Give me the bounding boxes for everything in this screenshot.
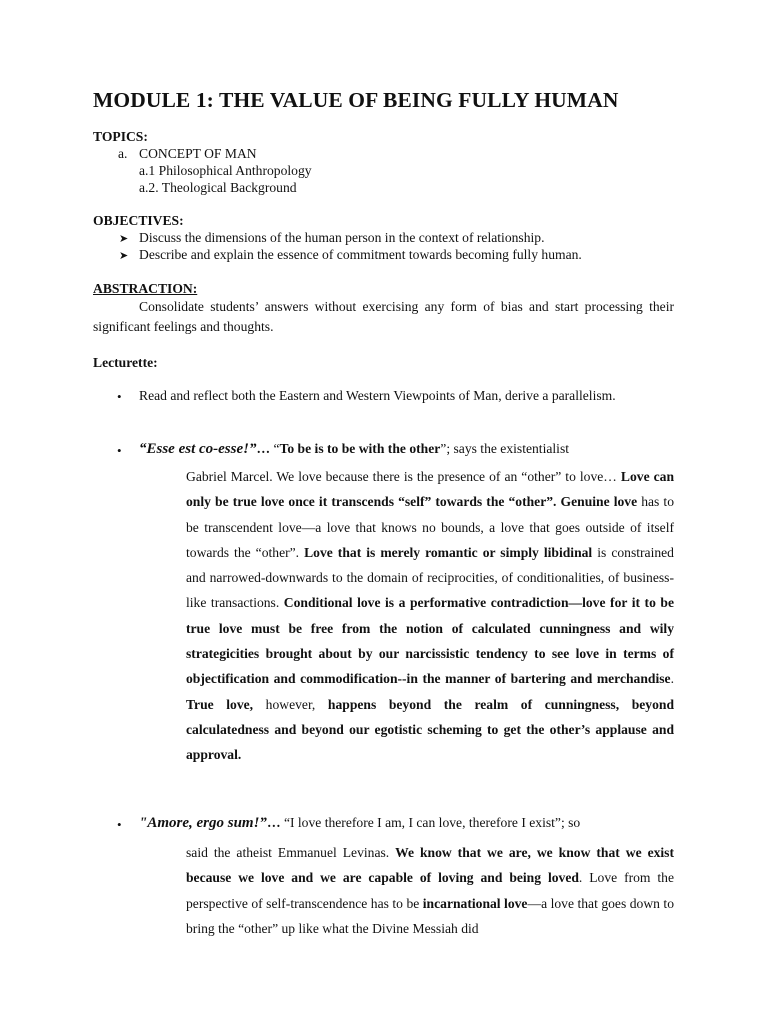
quote-2-ellipsis: …	[266, 815, 281, 830]
bullet-dot-icon: •	[117, 817, 122, 832]
bullet-dot-icon: •	[117, 389, 122, 404]
objective-item-1: Discuss the dimensions of the human person in the context of relationship.	[139, 230, 545, 245]
arrow-bullet-icon: ➤	[119, 233, 129, 245]
quote-2-line	[139, 815, 580, 832]
quote-1-open: “	[273, 441, 280, 456]
quote-1-ellipsis: …	[256, 441, 271, 456]
quote-1-latin: “Esse est co-esse!”	[139, 441, 257, 457]
arrow-bullet-icon: ➤	[119, 250, 129, 262]
bullet-dot-icon: •	[117, 443, 122, 458]
objective-item-2: Describe and explain the essence of commitment towards becoming fully human.	[139, 247, 582, 262]
topic-a-marker: a.	[118, 146, 128, 161]
quote-1-line	[139, 441, 569, 458]
quote-2-paragraph: said the atheist Emmanuel Levinas. We know that we are, we know that we exist because we love and we are capable of loving and being loved. Love from the perspective of self-transcendence has to be incarnational love—a love that goes down to bring the “other” up like what the Divine Messiah did	[186, 845, 675, 936]
quote-1-paragraph: Gabriel Marcel. We love because there is the presence of an “other” to love… Love can only be true love once it transcends “self” towards the “other”. Genuine love has to be transcendent love—a love that knows no bounds, a love that goes outside of itself towards the “other”. Love that is merely romantic or simply libidinal is constrained and narrowed-downwards to the domain of reciprocities, of conditionalities, of business-like transactions. Conditional love is a performative contradiction—love for it to be true love must be free from the notion of calculated cunningness and wily strategicities brought about by our narcissistic tendency to see love in terms of objectification and commodification--in the manner of bartering and merchandise. True love, however, happens beyond the realm of cunningness, beyond calculatedness and beyond our egotistic scheming to get the other’s applause and approval.	[186, 469, 675, 763]
lecturette-heading: Lecturette:	[93, 355, 158, 370]
quote-1-attribution: ”; says the existentialist	[440, 441, 570, 456]
quote-2-latin: "Amore, ergo sum!”	[139, 815, 267, 831]
topic-a1-label: a.1 Philosophical Anthropology	[139, 163, 312, 178]
abstraction-text: Consolidate students’ answers without exercising any form of bias and start processing their significant feelings and thoughts.	[93, 299, 674, 334]
topic-a2-label: a.2. Theological Background	[139, 180, 297, 195]
objectives-heading: OBJECTIVES:	[93, 213, 184, 228]
topic-a-label: CONCEPT OF MAN	[139, 146, 257, 161]
quote-1-translation: To be is to be with the other	[279, 441, 441, 456]
quote-2-translation: “I love therefore I am, I can love, therefore I exist”; so	[283, 815, 581, 830]
lecturette-item-1: Read and reflect both the Eastern and Western Viewpoints of Man, derive a parallelism.	[139, 388, 616, 403]
module-title: MODULE 1: THE VALUE OF BEING FULLY HUMAN	[93, 88, 619, 112]
topics-heading: TOPICS:	[93, 129, 148, 144]
abstraction-heading: ABSTRACTION:	[93, 281, 198, 296]
